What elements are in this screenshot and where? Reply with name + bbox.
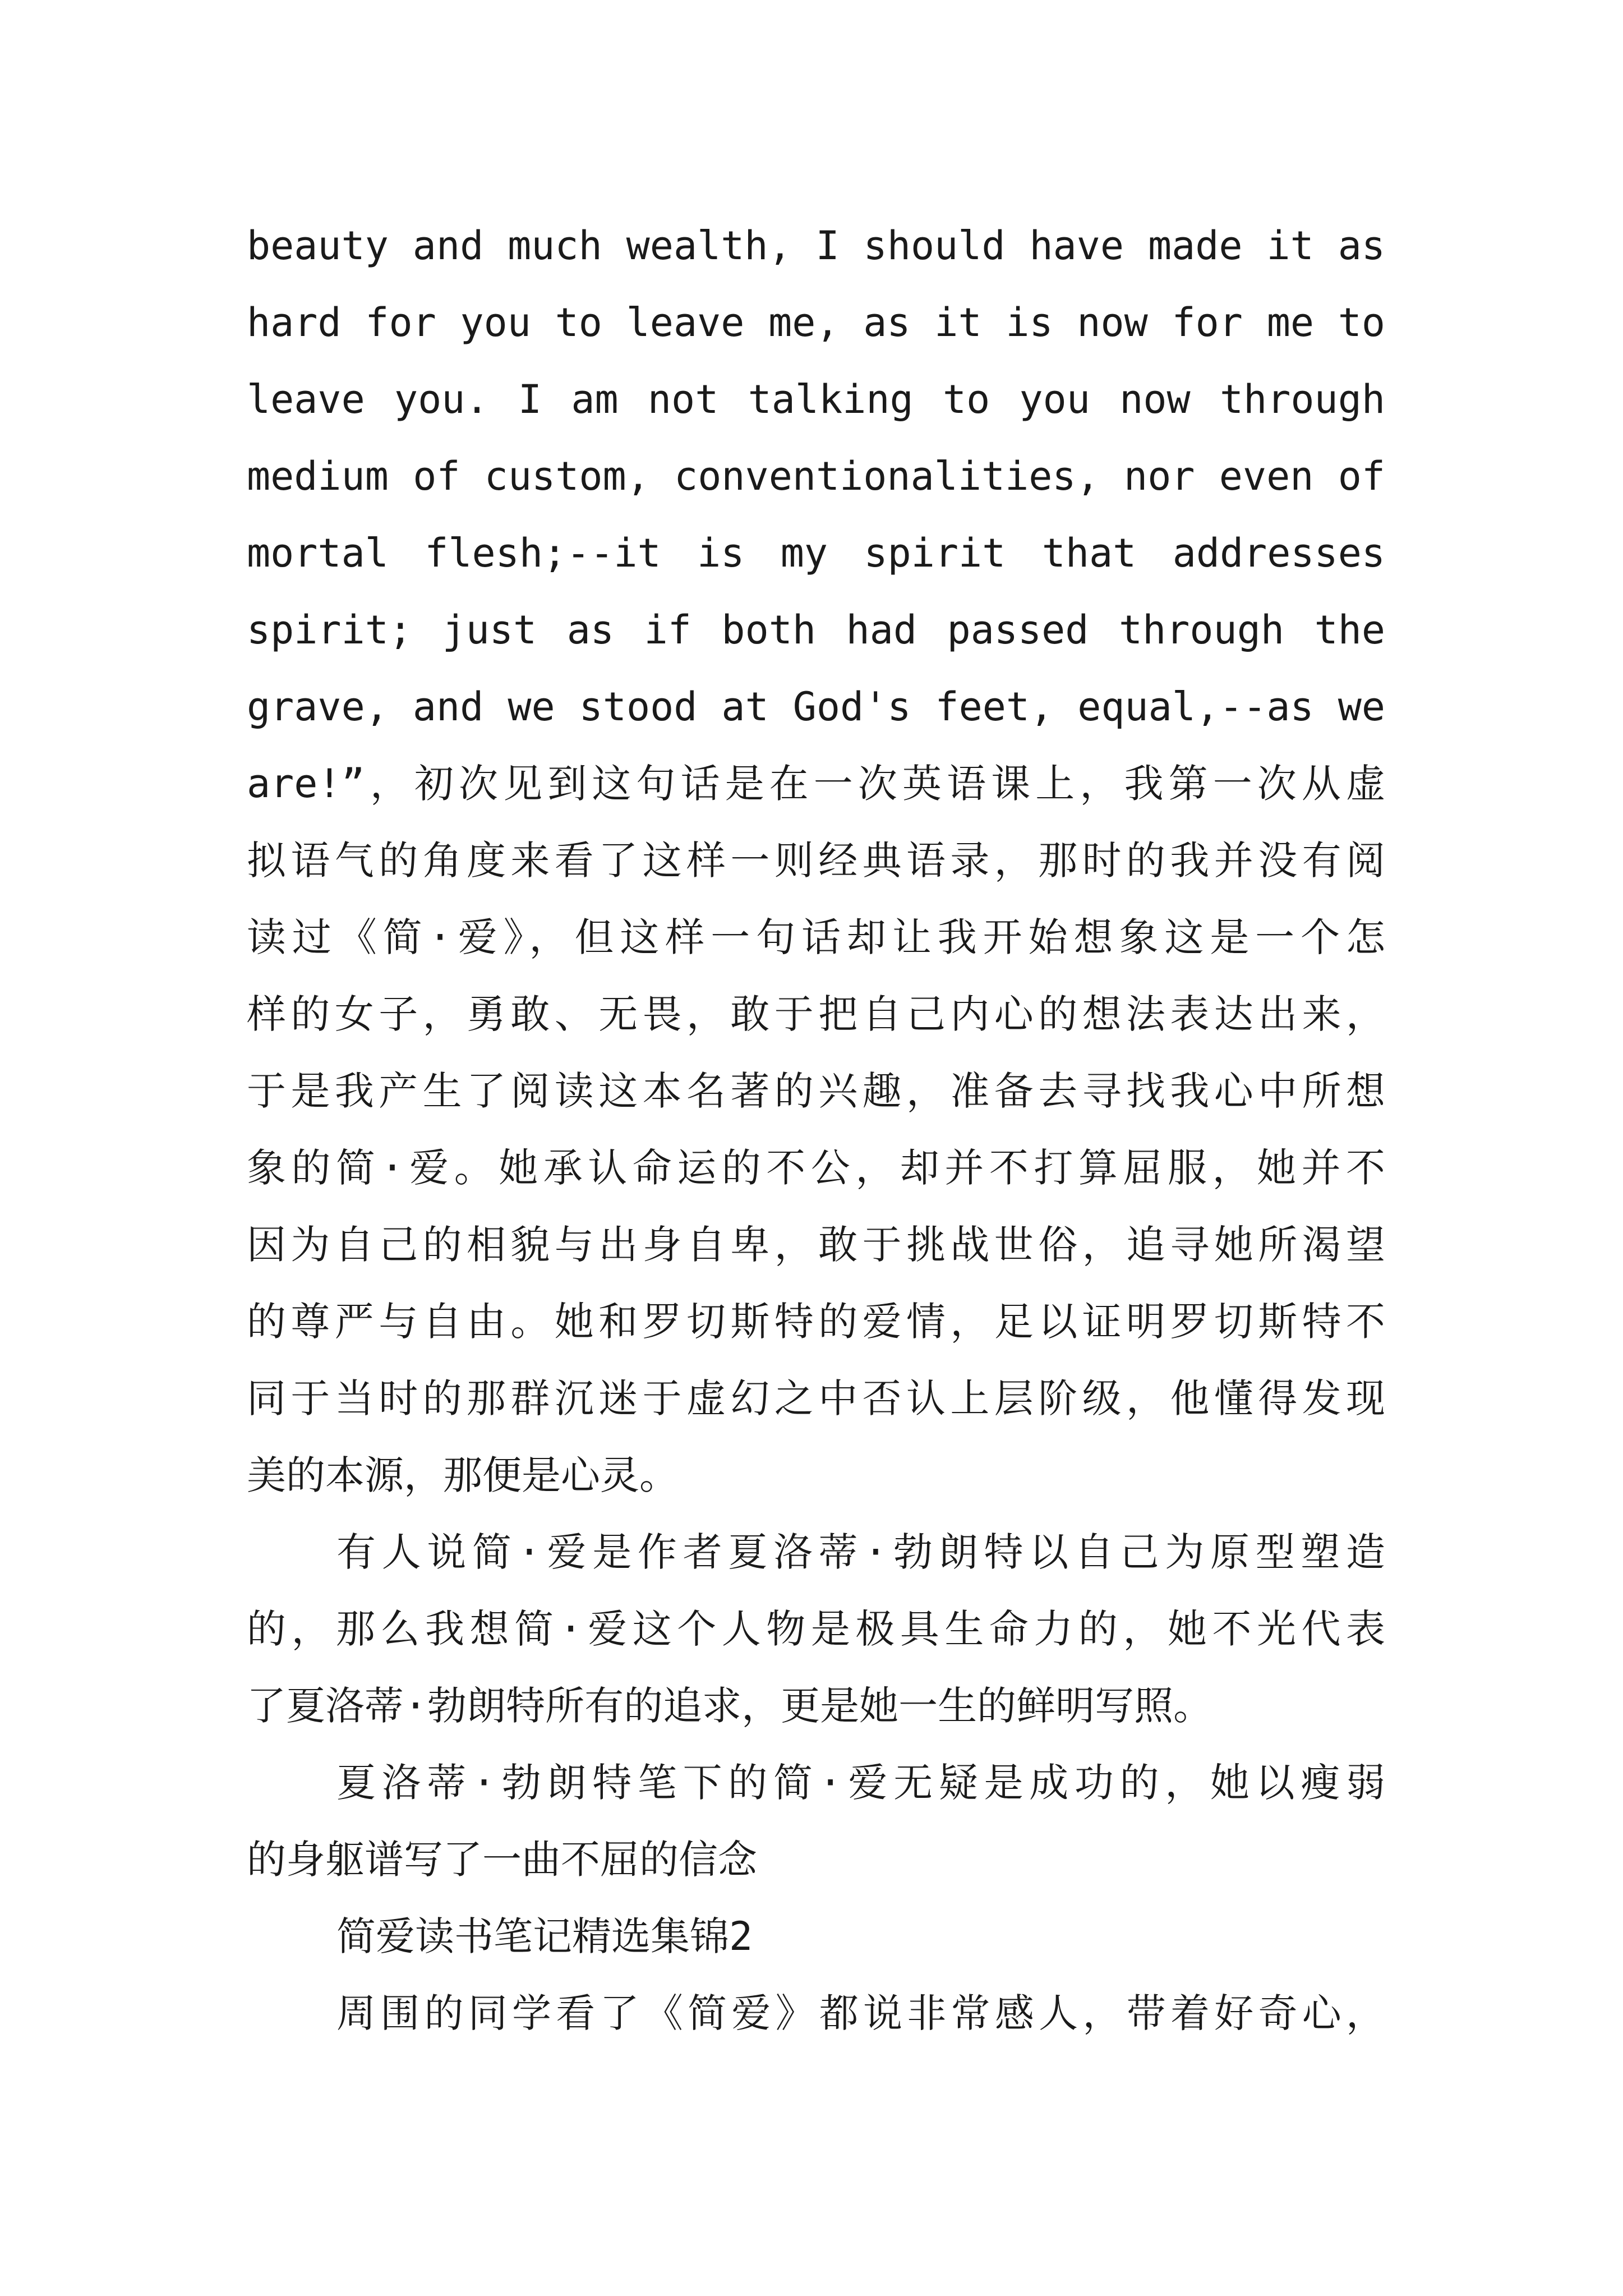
text-line: 了夏洛蒂·勃朗特所有的追求，更是她一生的鲜明写照。 bbox=[247, 1683, 1213, 1729]
text-line: 于是我产生了阅读这本名著的兴趣，准备去寻找我心中所想 bbox=[247, 1068, 1385, 1114]
text-line: medium of custom, conventionalities, nor even of bbox=[247, 453, 1385, 499]
text-line: beauty and much wealth, I should have made it as bbox=[247, 223, 1385, 269]
text-line: 同于当时的那群沉迷于虚幻之中否认上层阶级，他懂得发现 bbox=[247, 1375, 1385, 1421]
text-line: spirit; just as if both had passed through the bbox=[247, 607, 1385, 653]
text-line: are!”，初次见到这句话是在一次英语课上，我第一次从虚 bbox=[247, 761, 1385, 807]
text-line: 读过《简·爱》，但这样一句话却让我开始想象这是一个怎 bbox=[247, 914, 1385, 960]
text-line: hard for you to leave me, as it is now for me to bbox=[247, 300, 1385, 346]
text-line: 的身躯谱写了一曲不屈的信念 bbox=[247, 1837, 757, 1883]
text-line: 拟语气的角度来看了这样一则经典语录，那时的我并没有阅 bbox=[247, 838, 1385, 884]
text-line: leave you. I am not talking to you now through bbox=[247, 376, 1385, 422]
text-line: grave, and we stood at God's feet, equal,--as we bbox=[247, 684, 1385, 730]
text-line: 的尊严与自由。她和罗切斯特的爱情，足以证明罗切斯特不 bbox=[247, 1299, 1385, 1345]
section-heading: 简爱读书笔记精选集锦2 bbox=[336, 1913, 753, 1959]
text-line: 样的女子，勇敢、无畏，敢于把自己内心的想法表达出来， bbox=[247, 991, 1385, 1037]
text-line: 美的本源，那便是心灵。 bbox=[247, 1452, 679, 1498]
text-line: mortal flesh;--it is my spirit that addresses bbox=[247, 530, 1385, 576]
paragraph-first-line: 周围的同学看了《简爱》都说非常感人，带着好奇心， bbox=[336, 1990, 1385, 2036]
paragraph-first-line: 有人说简·爱是作者夏洛蒂·勃朗特以自己为原型塑造 bbox=[336, 1529, 1385, 1575]
paragraph-first-line: 夏洛蒂·勃朗特笔下的简·爱无疑是成功的，她以瘦弱 bbox=[336, 1760, 1385, 1806]
text-line: 象的简·爱。她承认命运的不公，却并不打算屈服，她并不 bbox=[247, 1145, 1385, 1191]
text-line: 的，那么我想简·爱这个人物是极具生命力的，她不光代表 bbox=[247, 1606, 1385, 1652]
text-line: 因为自己的相貌与出身自卑，敢于挑战世俗，追寻她所渴望 bbox=[247, 1222, 1385, 1268]
